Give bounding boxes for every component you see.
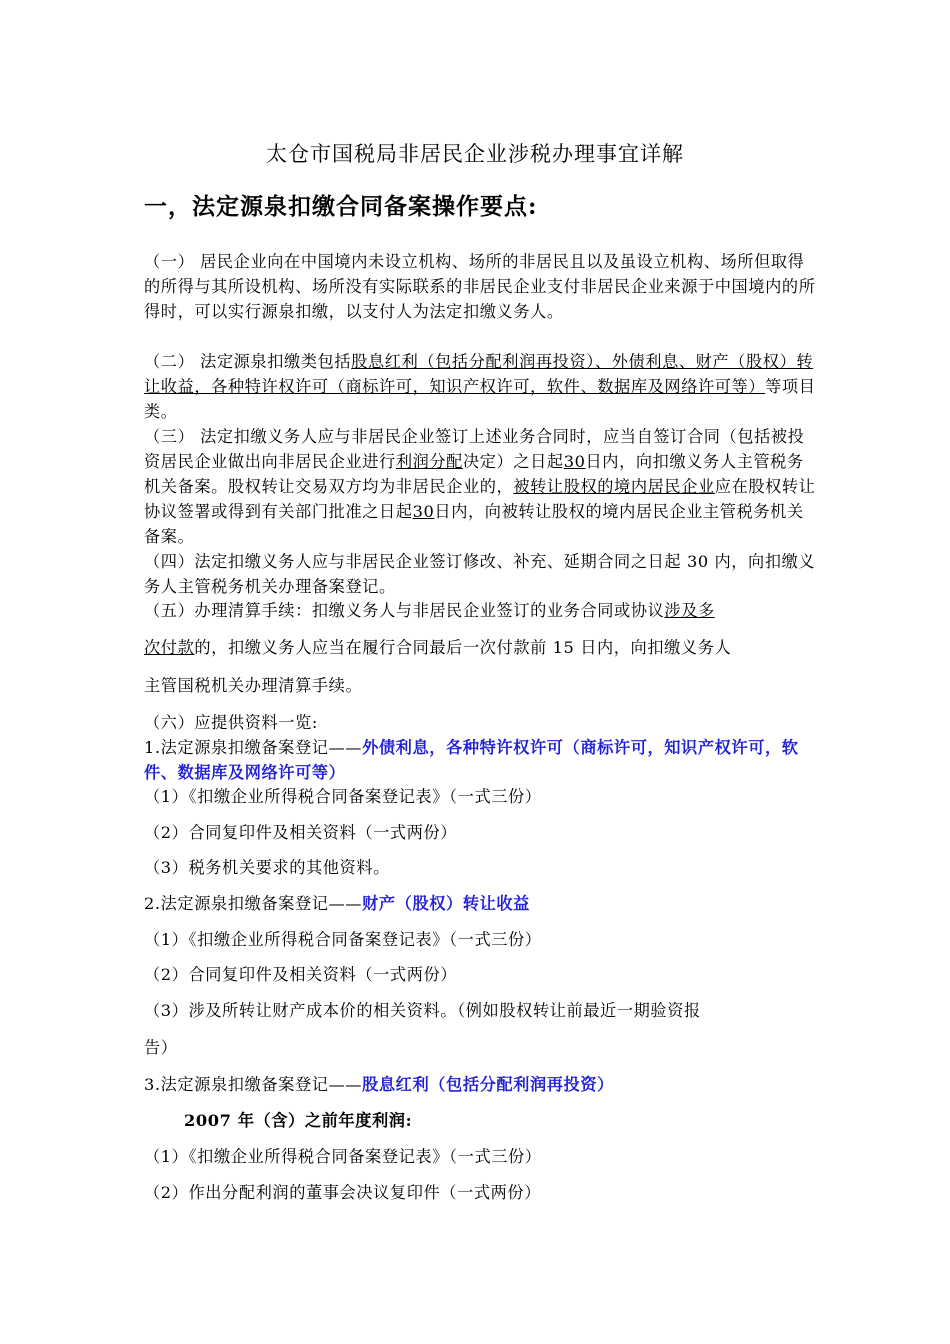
- s3-item-2: （2）作出分配利润的董事会决议复印件（一式两份）: [144, 1183, 542, 1202]
- s1-item-1: （1）《扣缴企业所得税合同备案登记表》（一式三份）: [144, 787, 542, 806]
- s1-item-2: （2）合同复印件及相关资料（一式两份）: [144, 823, 458, 842]
- s3-subheading: 2007 年（含）之前年度利润:: [184, 1111, 413, 1130]
- s2-item-3-line-1: （3）涉及所转让财产成本价的相关资料。（例如股权转让前最近一期验资报: [144, 1001, 701, 1020]
- p3-underlined-1: 利润分配: [395, 452, 463, 471]
- s2-text: 2.法定源泉扣缴备案登记——: [144, 894, 363, 913]
- p3-text-b: 决定）之日起: [462, 452, 564, 471]
- section-2-header: [144, 891, 530, 916]
- paragraph-1: （一） 居民企业向在中国境内未设立机构、场所的非居民且以及虽设立机构、场所但取得的所得与其所设机构、场所没有实际联系的非居民企业支付非居民企业来源于中国境内的所得时，可以实行源泉扣缴，以支付人为法定扣缴义务人。: [144, 252, 816, 321]
- paragraph-5-line-1: [144, 598, 715, 623]
- p5-text-b: 的，扣缴义务人应当在履行合同最后一次付款前 15 日内，向扣缴义务人: [194, 638, 732, 657]
- p3-underlined-3: 被转让股权的境内居民企业: [513, 477, 715, 496]
- p5-underlined-2: 次付款: [144, 638, 195, 657]
- section-3-header: [144, 1072, 614, 1097]
- paragraph-3: [144, 424, 816, 549]
- document-title: 太仓市国税局非居民企业涉税办理事宜详解: [266, 142, 684, 166]
- p2-text-a: （二） 法定源泉扣缴类包括: [144, 352, 352, 371]
- p3-text-e: 日内，向被转让股权的境内居民企业主管税务机关备案。: [144, 502, 804, 546]
- s1-item-3: （3）税务机关要求的其他资料。: [144, 858, 390, 877]
- paragraph-5-line-3: 主管国税机关办理清算手续。: [144, 676, 363, 695]
- s2-item-1: （1）《扣缴企业所得税合同备案登记表》（一式三份）: [144, 930, 542, 949]
- section-1-header: [144, 735, 816, 785]
- p2-text-b: 等项目类。: [144, 377, 816, 421]
- p3-underlined-2: 30: [563, 452, 586, 471]
- s2-item-3-line-2: 告）: [144, 1038, 178, 1057]
- p5-underlined-1: 涉及多: [664, 601, 715, 620]
- p5-text-a: （五）办理清算手续：扣缴义务人与非居民企业签订的业务合同或协议: [144, 601, 665, 620]
- section-heading: 一，法定源泉扣缴合同备案操作要点:: [144, 193, 538, 220]
- p3-underlined-4: 30: [412, 502, 435, 521]
- paragraph-5-line-2: [144, 635, 731, 660]
- p3-text-a: （三） 法定扣缴义务人应与非居民企业签订上述业务合同时，应当自签订合同（包括被投资居民企业做出向非居民企业进行: [144, 427, 805, 471]
- s1-highlight: 外债利息，各种特许权许可（商标许可，知识产权许可，软件、数据库及网络许可等）: [144, 738, 799, 782]
- s2-item-2: （2）合同复印件及相关资料（一式两份）: [144, 965, 458, 984]
- s1-text: 1.法定源泉扣缴备案登记——: [144, 738, 363, 757]
- s3-text: 3.法定源泉扣缴备案登记——: [144, 1075, 363, 1094]
- p3-text-d: 应在股权转让协议签署或得到有关部门批准之日起: [144, 477, 816, 521]
- s3-highlight: 股息红利（包括分配利润再投资）: [362, 1075, 614, 1094]
- paragraph-6: （六）应提供资料一览:: [144, 713, 318, 732]
- paragraph-2: [144, 349, 816, 424]
- paragraph-4: （四）法定扣缴义务人应与非居民企业签订修改、补充、延期合同之日起 30 内，向扣缴义务人主管税务机关办理备案登记。: [144, 552, 816, 596]
- p3-text-c: 日内，向扣缴义务人主管税务机关备案。股权转让交易双方均为非居民企业的，: [144, 452, 804, 496]
- s2-highlight: 财产（股权）转让收益: [362, 894, 530, 913]
- p2-underlined: 股息红利（包括分配利润再投资）、外债利息、财产（股权）转让收益，各种特许权许可（商标许可，知识产权许可，软件、数据库及网络许可等）: [144, 352, 814, 396]
- s3-item-1: （1）《扣缴企业所得税合同备案登记表》（一式三份）: [144, 1147, 542, 1166]
